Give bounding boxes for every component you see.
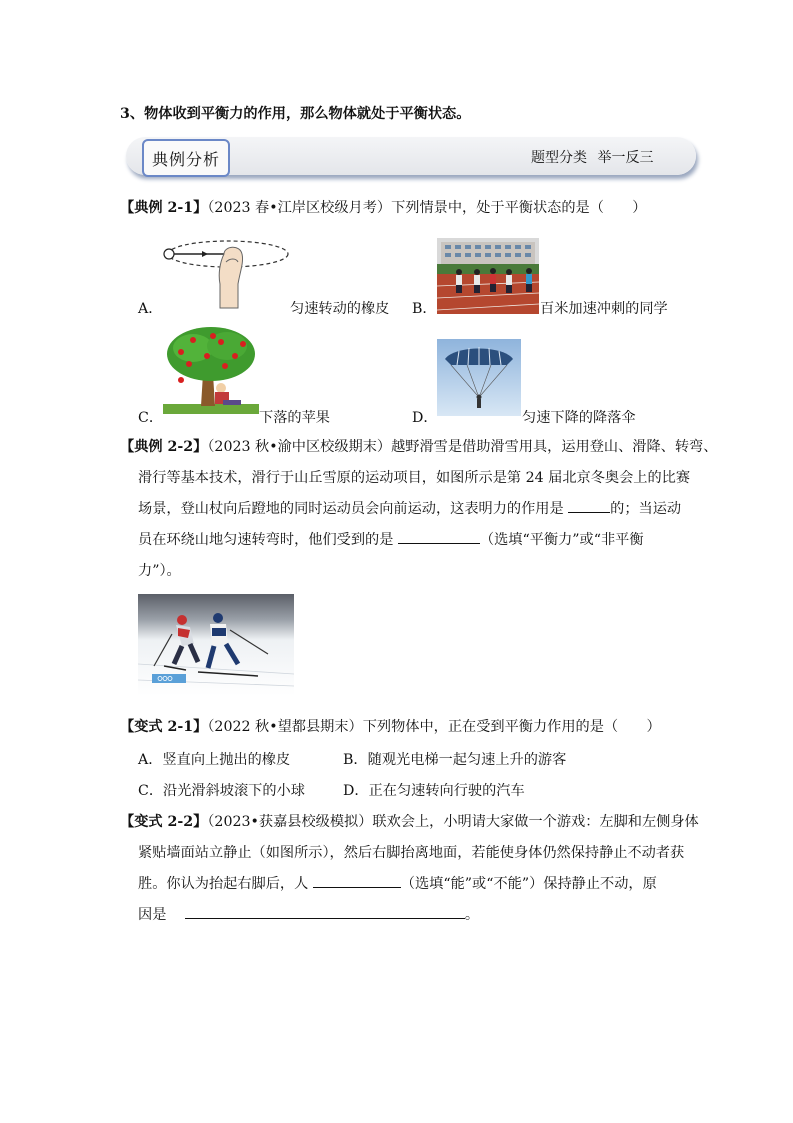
variant-option-c[interactable] bbox=[138, 780, 305, 800]
variant-option-d[interactable] bbox=[343, 780, 525, 800]
option-d-text: 匀速下降的降落伞 bbox=[522, 410, 636, 426]
parachute-image bbox=[437, 339, 521, 416]
intro-text: 物体收到平衡力的作用，那么物体就处于平衡状态。 bbox=[144, 106, 471, 122]
option-b-label: B． bbox=[412, 301, 437, 317]
option-b[interactable] bbox=[412, 298, 437, 318]
variant-2-2-line1 bbox=[120, 811, 699, 831]
variant-text: 因是 bbox=[138, 907, 171, 923]
cross-country-skiing-image bbox=[138, 594, 294, 696]
option-c-label: C． bbox=[138, 410, 164, 426]
sprinting-students-image bbox=[437, 238, 539, 314]
variant-2-1-question bbox=[120, 716, 661, 736]
option-label: C． bbox=[138, 783, 164, 799]
option-label: D． bbox=[343, 783, 369, 799]
falling-apple-image bbox=[163, 326, 259, 414]
option-text: 竖直向上抛出的橡皮 bbox=[162, 752, 291, 768]
option-label: A． bbox=[138, 752, 163, 768]
variant-text: 。 bbox=[464, 907, 480, 923]
answer-blank-3[interactable] bbox=[313, 873, 401, 888]
example-text: 越野滑雪是借助滑雪用具，运用登山、滑降、转弯、 bbox=[391, 439, 718, 455]
option-text: 随观光电梯一起匀速上升的游客 bbox=[367, 752, 567, 768]
option-a[interactable] bbox=[138, 298, 162, 318]
example-2-2-line2: 滑行等基本技术，滑行于山丘雪原的运动项目，如图所示是第 24 届北京冬奥会上的比赛 bbox=[138, 470, 691, 486]
rotating-eraser-image bbox=[158, 232, 290, 310]
example-text: 员在环绕山地匀速转弯时，他们受到的是 bbox=[138, 532, 398, 548]
example-2-1-question bbox=[120, 197, 646, 217]
section-title: 典例分析 bbox=[142, 139, 230, 177]
variant-source: （2022 秋•望都县期末） bbox=[207, 719, 363, 735]
variant-option-b[interactable] bbox=[343, 749, 566, 769]
example-question: 下列情景中，处于平衡状态的是（ ） bbox=[391, 200, 647, 216]
example-2-2-line4 bbox=[138, 529, 644, 549]
option-d-label: D． bbox=[412, 410, 438, 426]
section-subtitle: 题型分类 举一反三 bbox=[531, 150, 654, 166]
example-source: （2023 秋•渝中区校级期末） bbox=[207, 439, 392, 455]
variant-2-2-line4 bbox=[138, 904, 479, 924]
variant-text: 胜。你认为抬起右脚后，人 bbox=[138, 876, 313, 892]
variant-source: （2023•获嘉县校级模拟） bbox=[207, 814, 373, 830]
option-c-text: 下落的苹果 bbox=[259, 410, 330, 426]
example-source: （2023 春•江岸区校级月考） bbox=[207, 200, 392, 216]
variant-tag: 【变式 2-1】 bbox=[120, 719, 208, 735]
answer-blank-2[interactable] bbox=[398, 529, 480, 544]
variant-tag: 【变式 2-2】 bbox=[120, 814, 208, 830]
example-text: 场景，登山杖向后蹬地的同时运动员会向前运动，这表明力的作用是 bbox=[138, 501, 569, 517]
example-2-2-line5: 力”）。 bbox=[138, 563, 181, 579]
intro-line bbox=[120, 103, 470, 123]
option-a-text: 匀速转动的橡皮 bbox=[290, 301, 390, 317]
option-a-label: A． bbox=[138, 301, 163, 317]
example-tag: 【典例 2-2】 bbox=[120, 439, 208, 455]
variant-question: 下列物体中，正在受到平衡力作用的是（ ） bbox=[362, 719, 661, 735]
variant-option-a[interactable] bbox=[138, 749, 290, 769]
variant-2-2-line2: 紧贴墙面站立静止（如图所示），然后右脚抬离地面，若能使身体仍然保持静止不动者获 bbox=[138, 845, 685, 861]
example-text: （选填“平衡力”或“非平衡 bbox=[479, 532, 644, 548]
example-text: 的；当运动 bbox=[610, 501, 682, 517]
option-b-text: 百米加速冲刺的同学 bbox=[540, 301, 668, 317]
answer-blank-1[interactable] bbox=[568, 498, 610, 513]
option-text: 正在匀速转向行驶的汽车 bbox=[368, 783, 525, 799]
example-2-2-line3 bbox=[138, 498, 681, 518]
answer-blank-4[interactable] bbox=[185, 904, 465, 919]
example-tag: 【典例 2-1】 bbox=[120, 200, 208, 216]
intro-number: 3、 bbox=[120, 106, 145, 122]
option-d[interactable] bbox=[412, 407, 438, 427]
option-label: B． bbox=[343, 752, 368, 768]
option-text: 沿光滑斜坡滚下的小球 bbox=[163, 783, 305, 799]
option-c[interactable] bbox=[138, 407, 163, 427]
variant-text: 联欢会上，小明请大家做一个游戏：左脚和左侧身体 bbox=[372, 814, 699, 830]
variant-2-2-line3 bbox=[138, 873, 657, 893]
example-2-2-line1 bbox=[120, 436, 717, 456]
variant-text: （选填“能”或“不能”）保持静止不动，原 bbox=[400, 876, 657, 892]
